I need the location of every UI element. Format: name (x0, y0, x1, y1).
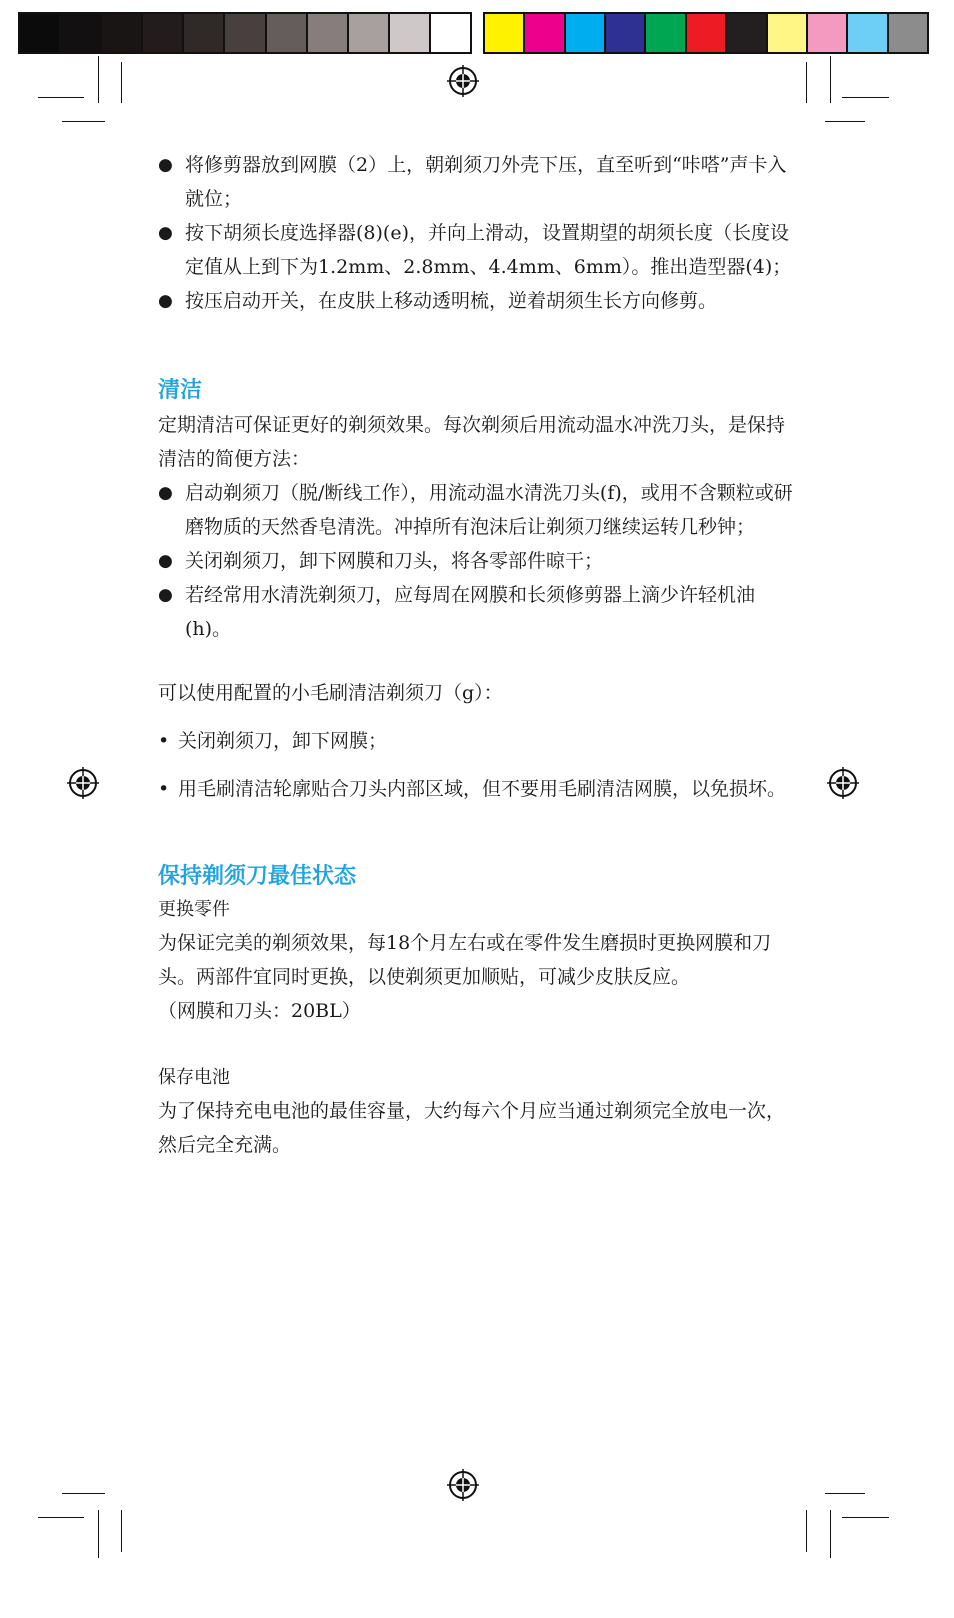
crop-mark (825, 121, 865, 122)
color-swatch (20, 14, 61, 52)
crop-mark (842, 1517, 889, 1518)
crop-mark (121, 1510, 122, 1552)
registration-mark-icon (446, 1468, 480, 1502)
page-content (158, 148, 798, 1162)
crop-mark (38, 1517, 84, 1518)
color-swatch (184, 14, 225, 52)
color-swatch (349, 14, 390, 52)
crop-mark (825, 1493, 865, 1494)
grayscale-color-bar (18, 12, 472, 54)
registration-mark-icon (66, 766, 100, 800)
color-swatch (687, 14, 727, 52)
color-swatch (808, 14, 848, 52)
color-swatch (768, 14, 808, 52)
replace-text: 为保证完美的剃须效果，每18个月左右或在零件发生磨损时更换网膜和刀头。两部件宜同时更换，以使剃须更加顺贴，可减少皮肤反应。 (158, 932, 772, 988)
crop-mark (38, 97, 84, 98)
color-swatch (485, 14, 525, 52)
color-swatch (848, 14, 888, 52)
crop-mark (806, 62, 807, 103)
bullet-icon: ● (158, 291, 173, 311)
cleaning-steps-list (158, 476, 798, 646)
subsection-title-battery: 保存电池 (158, 1067, 230, 1088)
crop-mark (842, 97, 889, 98)
color-swatch (727, 14, 767, 52)
replace-note: （网膜和刀头：20BL） (158, 1000, 361, 1022)
color-swatch (390, 14, 431, 52)
color-swatch (267, 14, 308, 52)
bullet-icon: ● (158, 155, 173, 175)
color-swatch (61, 14, 102, 52)
list-item: ● 将修剪器放到网膜（2）上，朝剃须刀外壳下压，直至听到“咔嗒”声卡入就位； (158, 148, 798, 216)
section-title-cleaning: 清洁 (158, 378, 203, 403)
cleaning-intro: 定期清洁可保证更好的剃须效果。每次剃须后用流动温水冲洗刀头，是保持清洁的简便方法： (158, 414, 786, 470)
trim-steps-list (158, 148, 798, 318)
color-swatch (525, 14, 565, 52)
list-item: ● 关闭剃须刀，卸下网膜和刀头，将各零部件晾干； (158, 544, 798, 578)
color-swatch (431, 14, 470, 52)
color-swatch (102, 14, 143, 52)
color-swatch (646, 14, 686, 52)
section-title-maintain: 保持剃须刀最佳状态 (158, 864, 357, 889)
crop-mark (830, 56, 831, 103)
process-color-bar (483, 12, 929, 54)
color-swatch (143, 14, 184, 52)
crop-mark (98, 1510, 99, 1558)
crop-mark (121, 62, 122, 103)
crop-mark (806, 1510, 807, 1552)
crop-mark (830, 1510, 831, 1558)
list-item: • 关闭剃须刀，卸下网膜； (158, 724, 798, 758)
color-swatch (308, 14, 349, 52)
brush-intro: 可以使用配置的小毛刷清洁剃须刀（g）： (158, 682, 503, 704)
bullet-icon: • (158, 778, 170, 800)
crop-mark (62, 1493, 105, 1494)
list-item: ● 启动剃须刀（脱/断线工作），用流动温水清洗刀头(f)，或用不含颗粒或研磨物质的天然香皂清洗。冲掉所有泡沫后让剃须刀继续运转几秒钟； (158, 476, 798, 544)
battery-text: 为了保持充电电池的最佳容量，大约每六个月应当通过剃须完全放电一次，然后完全充满。 (158, 1100, 786, 1156)
list-item: • 用毛刷清洁轮廓贴合刀头内部区域，但不要用毛刷清洁网膜，以免损坏。 (158, 772, 798, 806)
bullet-icon: ● (158, 483, 173, 503)
crop-mark (62, 121, 105, 122)
list-item: ● 按压启动开关，在皮肤上移动透明梳，逆着胡须生长方向修剪。 (158, 284, 798, 318)
color-swatch (889, 14, 927, 52)
color-swatch (566, 14, 606, 52)
bullet-icon: ● (158, 585, 173, 605)
bullet-icon: ● (158, 223, 173, 243)
bullet-icon: • (158, 730, 170, 752)
bullet-icon: ● (158, 551, 173, 571)
list-item: ● 若经常用水清洗剃须刀，应每周在网膜和长须修剪器上滴少许轻机油(h)。 (158, 578, 798, 646)
color-swatch (225, 14, 266, 52)
registration-mark-icon (826, 766, 860, 800)
registration-mark-icon (446, 64, 480, 98)
list-item: ● 按下胡须长度选择器(8)(e)，并向上滑动，设置期望的胡须长度（长度设定值从上到下为1.2mm、2.8mm、4.4mm、6mm）。推出造型器(4)； (158, 216, 798, 284)
color-swatch (606, 14, 646, 52)
subsection-title-replace: 更换零件 (158, 899, 230, 920)
crop-mark (98, 56, 99, 103)
brush-steps-list (158, 724, 798, 806)
